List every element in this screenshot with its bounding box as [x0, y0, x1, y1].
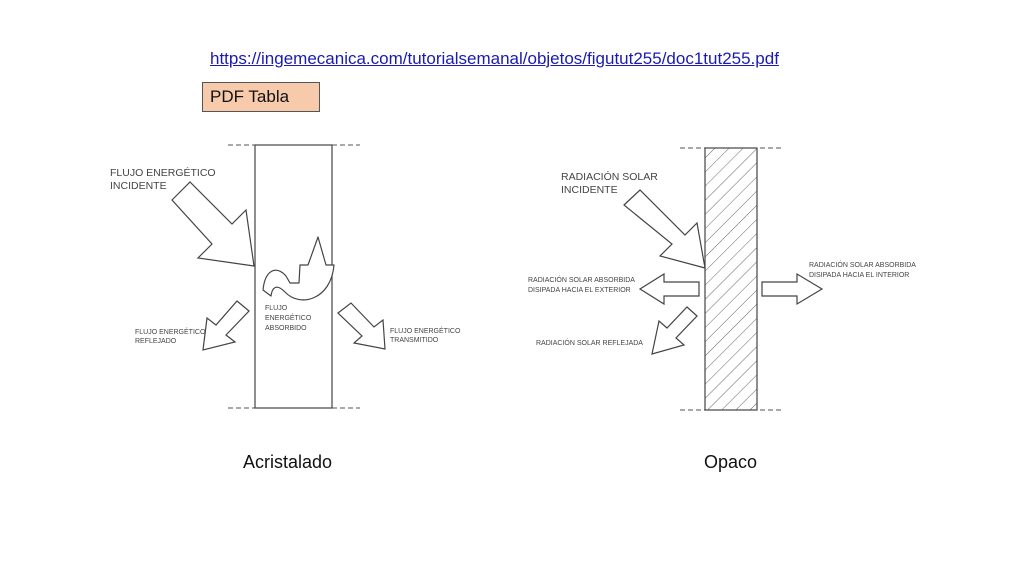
absorbed-flow-label-2: ENERGÉTICO [265, 315, 312, 322]
reflected-flow-label-1: FLUJO ENERGÉTICO [135, 329, 206, 336]
absorbed-flow-label-3: ABSORBIDO [265, 325, 307, 332]
exterior-dissipation-label-1: RADIACIÓN SOLAR ABSORBIDA [528, 277, 635, 284]
incident-flow-label-2: INCIDENTE [110, 180, 167, 192]
incident-flow-label-1: FLUJO ENERGÉTICO [110, 167, 216, 179]
absorbed-flow-label-1: FLUJO [265, 305, 288, 312]
incident-flow-arrow-icon [172, 182, 254, 266]
reflected-flow-label-2: REFLEJADO [135, 338, 177, 345]
incident-radiation-label-1: RADIACIÓN SOLAR [561, 171, 658, 183]
reflected-flow-arrow-icon [203, 301, 249, 350]
exterior-dissipation-label-2: DISIPADA HACIA EL EXTERIOR [528, 287, 631, 294]
absorbed-curved-arrow-icon [263, 237, 334, 300]
opaque-wall-hatched [705, 148, 757, 410]
reflected-radiation-label: RADIACIÓN SOLAR REFLEJADA [536, 340, 643, 347]
opaque-caption: Opaco [704, 452, 758, 472]
exterior-dissipation-arrow-icon [640, 274, 699, 304]
reflected-radiation-arrow-icon [652, 307, 697, 354]
transmitted-flow-label-2: TRANSMITIDO [390, 337, 439, 344]
interior-dissipation-label-1: RADIACIÓN SOLAR ABSORBIDA [809, 262, 916, 269]
source-url-link[interactable]: https://ingemecanica.com/tutorialsemanal/objetos/figutut255/doc1tut255.pdf [210, 49, 779, 68]
glazing-diagram [110, 145, 461, 408]
incident-radiation-label-2: INCIDENTE [561, 184, 618, 196]
pdf-tabla-button[interactable]: PDF Tabla [202, 82, 320, 112]
glazing-caption: Acristalado [243, 452, 333, 472]
incident-radiation-arrow-icon [624, 190, 705, 268]
opaque-diagram [528, 148, 916, 410]
transmitted-flow-arrow-icon [338, 303, 385, 349]
transmitted-flow-label-1: FLUJO ENERGÉTICO [390, 328, 461, 335]
interior-dissipation-label-2: DISIPADA HACIA EL INTERIOR [809, 272, 910, 279]
